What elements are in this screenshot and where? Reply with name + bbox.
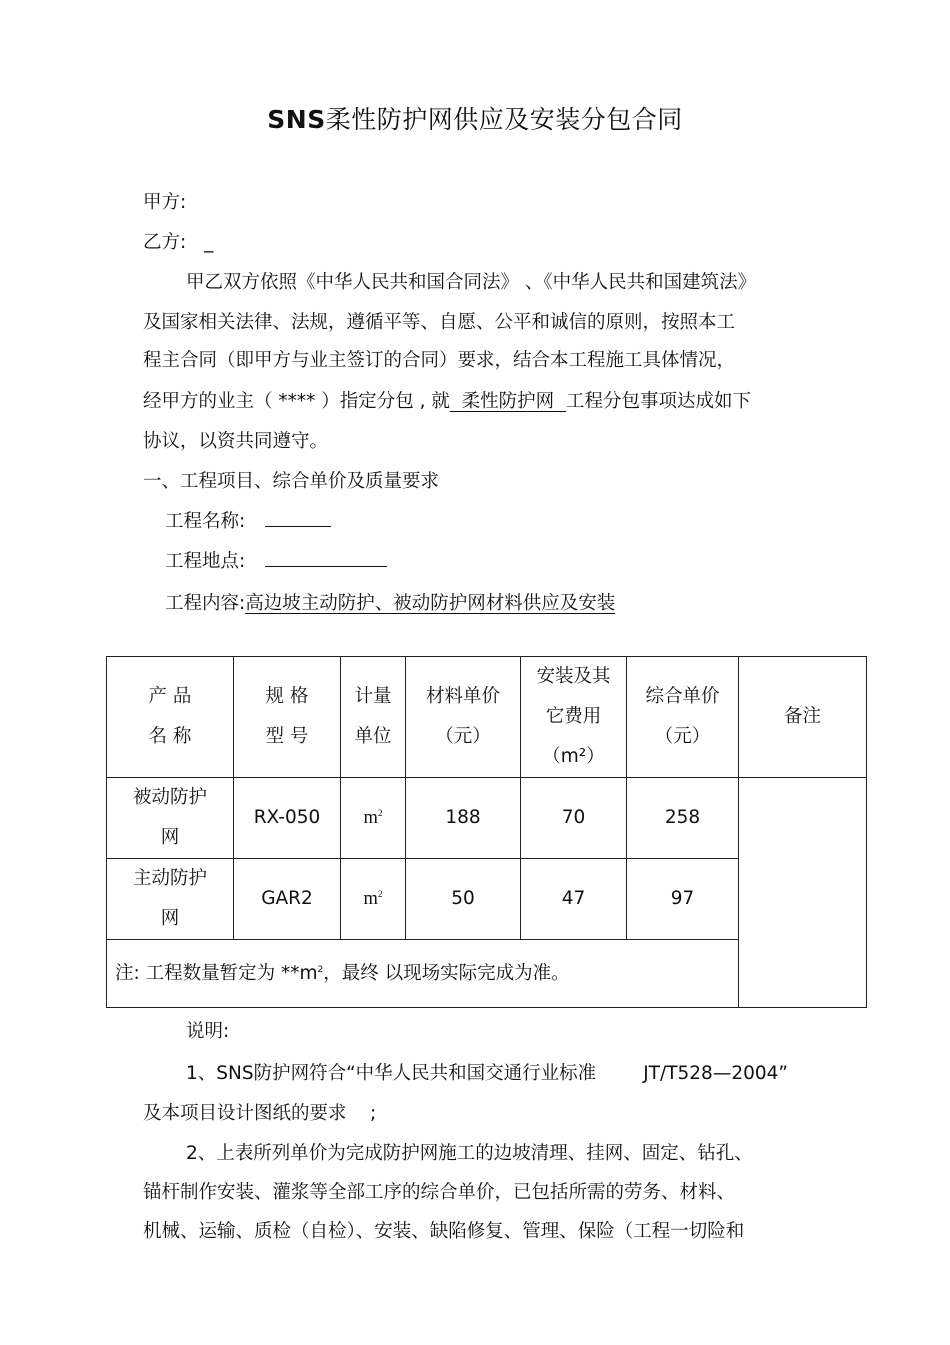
subcontract-item: 柔性防护网 bbox=[449, 391, 566, 412]
cell-total-price: 258 bbox=[627, 778, 739, 859]
project-location-blank bbox=[265, 550, 387, 567]
explanation-item-2-line-3: 机械、运输、质检（自检）、安装、缺陷修复、管理、保险（工程一切险和 bbox=[143, 1221, 745, 1242]
table-row bbox=[107, 778, 867, 859]
intro-line-2: 及国家相关法律、法规，遵循平等、自愿、公平和诚信的原则，按照本工 bbox=[143, 312, 736, 333]
explanation-item-2-line-1: 2、上表所列单价为完成防护网施工的边坡清理、挂网、固定、钻孔、 bbox=[186, 1143, 753, 1164]
price-table bbox=[106, 656, 867, 1008]
cell-material-price: 188 bbox=[406, 778, 521, 859]
cell-remark bbox=[739, 778, 867, 1008]
intro-line-4 bbox=[143, 388, 751, 416]
project-content-value: 高边坡主动防护、被动防护网材料供应及安装 bbox=[245, 593, 616, 614]
header-spec-model: 规 格 型 号 bbox=[234, 657, 341, 778]
cell-unit: $m^2$ bbox=[341, 859, 406, 940]
header-product-name: 产 品 名 称 bbox=[107, 657, 234, 778]
intro-line-4-pre: 经甲方的业主（ **** ）指定分包 , 就 bbox=[143, 391, 450, 412]
explanation-item-2-line-2: 锚杆制作安装、灌浆等全部工序的综合单价，已包括所需的劳务、材料、 bbox=[143, 1182, 736, 1203]
title-brand: SNS bbox=[267, 105, 326, 134]
cell-unit: $m^2$ bbox=[341, 778, 406, 859]
project-location-label: 工程地点: bbox=[165, 551, 246, 572]
project-content-label: 工程内容: bbox=[165, 593, 246, 614]
table-note: 注: 工程数量暂定为 $**m^2$，最终 以现场实际完成为准。 bbox=[107, 940, 739, 1008]
cell-total-price: 97 bbox=[627, 859, 739, 940]
header-unit: 计量 单位 bbox=[341, 657, 406, 778]
party-b-value: _ bbox=[204, 232, 214, 253]
explanation-item-1-line-2: 及本项目设计图纸的要求 ; bbox=[143, 1103, 377, 1124]
intro-line-4-post: 工程分包事项达成如下 bbox=[565, 391, 751, 412]
project-name-row bbox=[165, 508, 331, 536]
header-material-price: 材料单价 （元） bbox=[406, 657, 521, 778]
explanation-heading: 说明: bbox=[186, 1021, 230, 1042]
cell-product-name: 主动防护 网 bbox=[107, 859, 234, 940]
project-name-blank bbox=[265, 510, 331, 527]
intro-line-5: 协议，以资共同遵守。 bbox=[143, 431, 329, 452]
contract-title bbox=[0, 102, 950, 138]
intro-line-3: 程主合同（即甲方与业主签订的合同）要求，结合本工程施工具体情况， bbox=[143, 350, 736, 371]
cell-spec: GAR2 bbox=[234, 859, 341, 940]
header-install-fee: 安装及其 它费用 （m²） bbox=[521, 657, 627, 778]
party-a-label: 甲方: bbox=[143, 192, 187, 213]
table-header-row bbox=[107, 657, 867, 778]
party-b bbox=[143, 229, 213, 257]
section-1-heading: 一、工程项目、综合单价及质量要求 bbox=[143, 471, 440, 492]
title-text: 柔性防护网供应及安装分包合同 bbox=[325, 105, 683, 134]
project-location-row bbox=[165, 548, 387, 576]
header-total-price: 综合单价 （元） bbox=[627, 657, 739, 778]
cell-install-fee: 70 bbox=[521, 778, 627, 859]
cell-product-name: 被动防护 网 bbox=[107, 778, 234, 859]
cell-install-fee: 47 bbox=[521, 859, 627, 940]
cell-material-price: 50 bbox=[406, 859, 521, 940]
explanation-item-1-line-1: 1、SNS防护网符合“中华人民共和国交通行业标准 JT/T528—2004” bbox=[186, 1063, 788, 1084]
intro-line-1: 甲乙双方依照《中华人民共和国合同法》 、《中华人民共和国建筑法》 bbox=[186, 272, 757, 293]
header-remark: 备注 bbox=[739, 657, 867, 778]
party-b-label: 乙方: bbox=[143, 232, 187, 253]
cell-spec: RX-050 bbox=[234, 778, 341, 859]
project-content-row bbox=[165, 590, 661, 618]
project-name-label: 工程名称: bbox=[165, 511, 246, 532]
